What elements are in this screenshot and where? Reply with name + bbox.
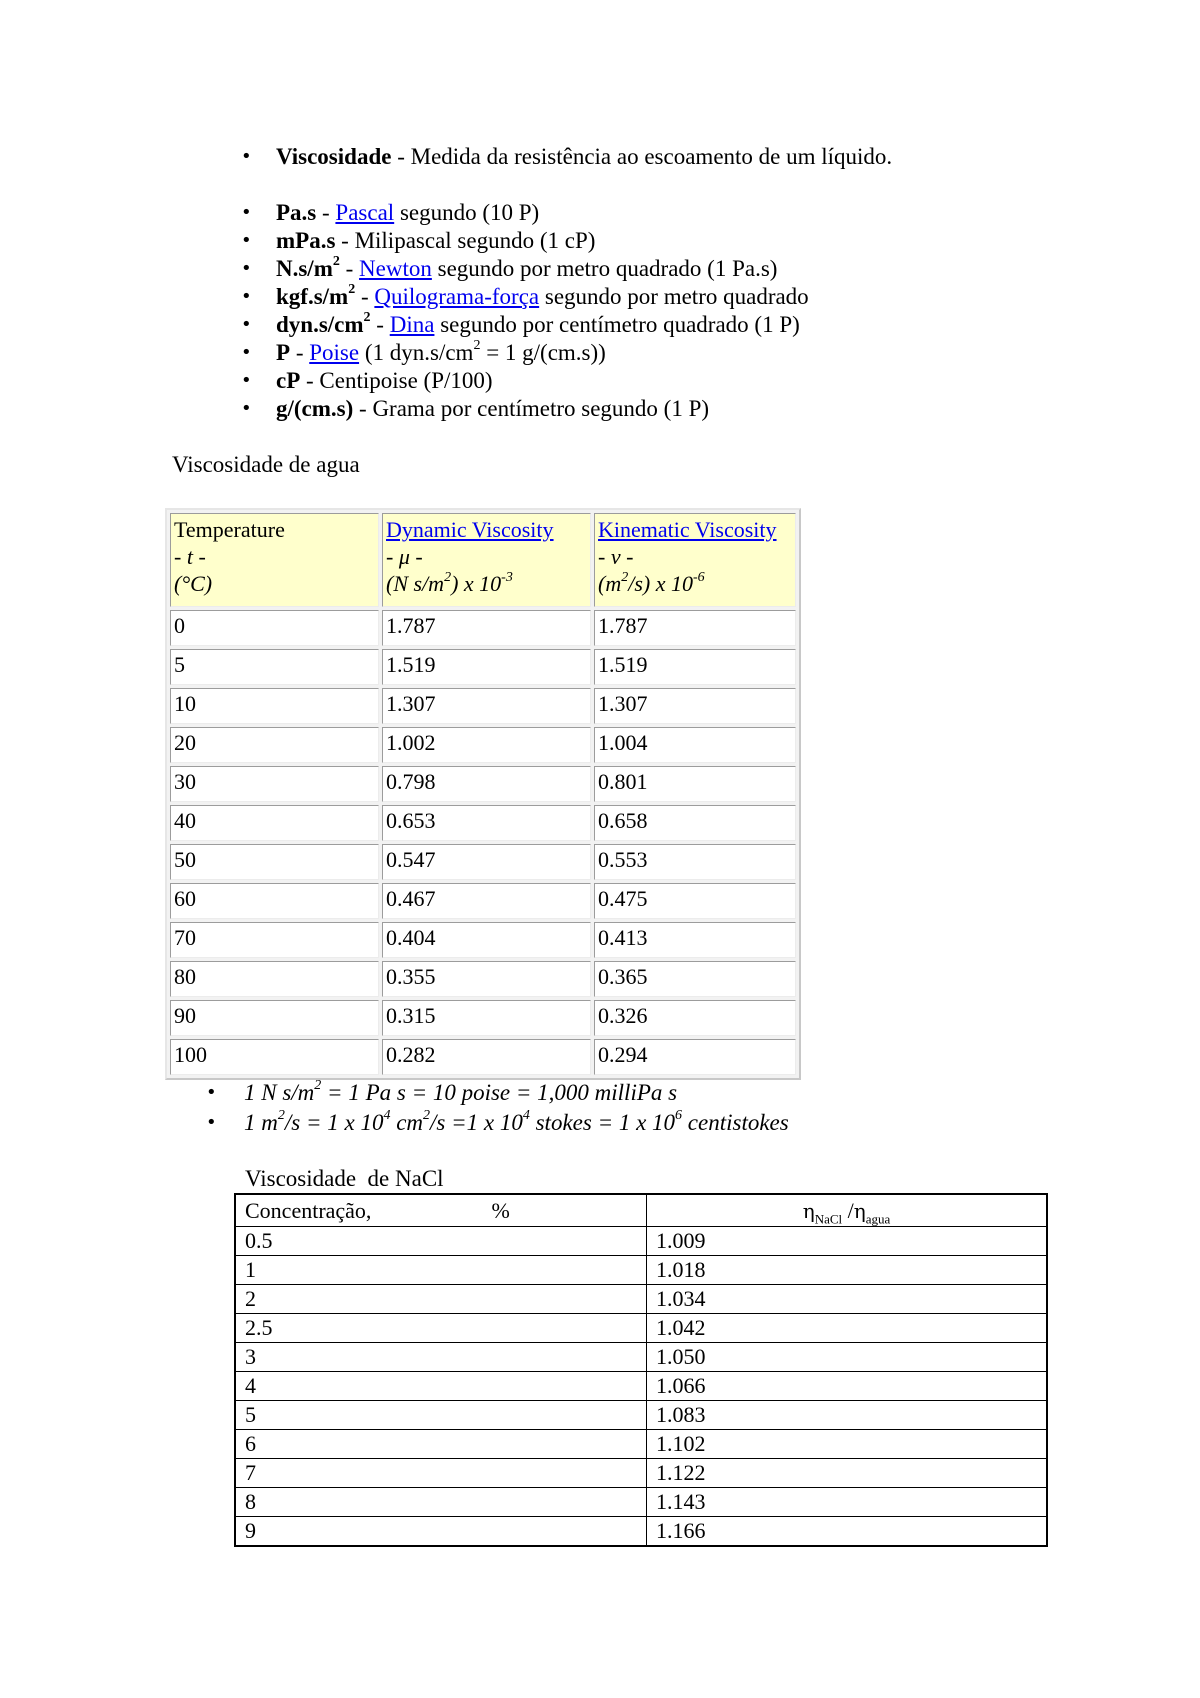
conversion-item-1: • 1 N $s/m^2 = 1$ Pa s = 10 poise = 1,000 milliPa s (206, 1078, 789, 1108)
table-row (235, 1314, 1047, 1343)
table-row (235, 1372, 1047, 1401)
header-concentration: Concentração, % (235, 1194, 647, 1227)
table-row (170, 1039, 796, 1075)
table-row (235, 1488, 1047, 1517)
cell-temperature: 60 (170, 883, 379, 919)
water-viscosity-table (165, 508, 801, 1080)
header-temperature: Temperature - t - (°C) (170, 513, 379, 607)
cell-ratio: 1.042 (647, 1314, 1048, 1343)
cell-kinematic: 1.787 (594, 610, 796, 646)
table-row (170, 1000, 796, 1036)
cell-dynamic: 1.519 (382, 649, 591, 685)
cell-concentration: 2 (235, 1285, 647, 1314)
unit-item: • $dyn.s/cm^2$ - Dina segundo por centímetro quadrado (1 P) (241, 311, 809, 339)
cell-temperature: 10 (170, 688, 379, 724)
cell-kinematic: 0.294 (594, 1039, 796, 1075)
cell-dynamic: 1.002 (382, 727, 591, 763)
unit-link[interactable]: Newton (359, 256, 432, 281)
cell-concentration: 1 (235, 1256, 647, 1285)
cell-dynamic: 1.787 (382, 610, 591, 646)
cell-concentration: 5 (235, 1401, 647, 1430)
cell-concentration: 7 (235, 1459, 647, 1488)
units-list (241, 199, 809, 423)
table-row (170, 805, 796, 841)
unit-item: • mPa.s - Milipascal segundo (1 cP) (241, 227, 809, 255)
unit-item: • g/(cm.s) - Grama por centímetro segundo (1 P) (241, 395, 809, 423)
table-row (235, 1285, 1047, 1314)
table-row (170, 727, 796, 763)
cell-concentration: 3 (235, 1343, 647, 1372)
unit-link[interactable]: Dina (389, 312, 435, 337)
header-dynamic-viscosity: Dynamic Viscosity - μ - (N $s/m^2$) x $10^{-3}$ (382, 513, 591, 607)
cell-ratio: 1.050 (647, 1343, 1048, 1372)
cell-ratio: 1.166 (647, 1517, 1048, 1547)
cell-concentration: 8 (235, 1488, 647, 1517)
cell-kinematic: 0.365 (594, 961, 796, 997)
cell-concentration: 6 (235, 1430, 647, 1459)
unit-item: • cP - Centipoise (P/100) (241, 367, 809, 395)
cell-dynamic: 0.315 (382, 1000, 591, 1036)
conversion-item-2: • 1 $m^2/s = 1$ x $10^4$ $cm^2/s =1$ x $10^4$ stokes = 1 x $10^6$ centistokes (206, 1108, 789, 1138)
cell-temperature: 40 (170, 805, 379, 841)
cell-dynamic: 0.798 (382, 766, 591, 802)
header-viscosity-ratio: $\eta_{NaCl}$ $/\eta_{agua}$ (647, 1194, 1048, 1227)
unit-item: • P - Poise (1 $dyn.s/cm^2 = 1$ g/(cm.s)) (241, 339, 809, 367)
definition-text: - Medida da resistência ao escoamento de um líquido. (391, 144, 893, 169)
cell-dynamic: 1.307 (382, 688, 591, 724)
cell-concentration: 0.5 (235, 1227, 647, 1256)
table-row (170, 883, 796, 919)
nacl-viscosity-table (234, 1193, 1048, 1547)
cell-concentration: 9 (235, 1517, 647, 1547)
table-row (170, 844, 796, 880)
unit-link[interactable]: Quilograma-força (374, 284, 540, 309)
cell-dynamic: 0.355 (382, 961, 591, 997)
unit-link[interactable]: Poise (309, 340, 360, 365)
cell-ratio: 1.083 (647, 1401, 1048, 1430)
cell-dynamic: 0.547 (382, 844, 591, 880)
cell-temperature: 20 (170, 727, 379, 763)
cell-kinematic: 1.004 (594, 727, 796, 763)
unit-item: • Pa.s - Pascal segundo (10 P) (241, 199, 809, 227)
cell-ratio: 1.018 (647, 1256, 1048, 1285)
table-row (235, 1517, 1047, 1547)
unit-item: • $N.s/m^2$ - Newton segundo por metro quadrado (1 Pa.s) (241, 255, 809, 283)
cell-ratio: 1.034 (647, 1285, 1048, 1314)
dynamic-viscosity-link[interactable]: Dynamic Viscosity (386, 517, 554, 542)
cell-temperature: 0 (170, 610, 379, 646)
cell-dynamic: 0.467 (382, 883, 591, 919)
cell-temperature: 5 (170, 649, 379, 685)
cell-concentration: 2.5 (235, 1314, 647, 1343)
nacl-caption: Viscosidade de NaCl (245, 1166, 444, 1191)
cell-dynamic: 0.282 (382, 1039, 591, 1075)
cell-dynamic: 0.653 (382, 805, 591, 841)
table-row (235, 1401, 1047, 1430)
table-row (170, 649, 796, 685)
table-row (170, 766, 796, 802)
table-row (170, 922, 796, 958)
intro-list (241, 143, 892, 171)
cell-kinematic: 0.475 (594, 883, 796, 919)
table-row (235, 1459, 1047, 1488)
cell-ratio: 1.102 (647, 1430, 1048, 1459)
water-header-row (170, 513, 796, 607)
cell-ratio: 1.066 (647, 1372, 1048, 1401)
cell-kinematic: 1.519 (594, 649, 796, 685)
cell-kinematic: 0.553 (594, 844, 796, 880)
cell-ratio: 1.122 (647, 1459, 1048, 1488)
table-row (235, 1343, 1047, 1372)
cell-temperature: 70 (170, 922, 379, 958)
cell-kinematic: 0.326 (594, 1000, 796, 1036)
table-row (235, 1227, 1047, 1256)
cell-ratio: 1.009 (647, 1227, 1048, 1256)
kinematic-viscosity-link[interactable]: Kinematic Viscosity (598, 517, 777, 542)
cell-temperature: 80 (170, 961, 379, 997)
cell-temperature: 30 (170, 766, 379, 802)
cell-temperature: 100 (170, 1039, 379, 1075)
cell-kinematic: 0.413 (594, 922, 796, 958)
unit-link[interactable]: Pascal (335, 200, 395, 225)
intro-item (241, 143, 892, 171)
cell-dynamic: 0.404 (382, 922, 591, 958)
cell-kinematic: 0.801 (594, 766, 796, 802)
table-row (170, 961, 796, 997)
table-row (235, 1256, 1047, 1285)
conversion-list (206, 1078, 789, 1138)
cell-kinematic: 1.307 (594, 688, 796, 724)
table-row (170, 610, 796, 646)
cell-ratio: 1.143 (647, 1488, 1048, 1517)
unit-item: • $kgf.s/m^2$ - Quilograma-força segundo por metro quadrado (241, 283, 809, 311)
term-viscosidade: Viscosidade (276, 144, 392, 169)
nacl-header-row (235, 1194, 1047, 1227)
cell-temperature: 50 (170, 844, 379, 880)
water-caption: Viscosidade de agua (172, 452, 360, 477)
table-row (170, 688, 796, 724)
table-row (235, 1430, 1047, 1459)
cell-temperature: 90 (170, 1000, 379, 1036)
cell-kinematic: 0.658 (594, 805, 796, 841)
cell-concentration: 4 (235, 1372, 647, 1401)
header-kinematic-viscosity: Kinematic Viscosity - ν - $(m^2/s)$ x $10^{-6}$ (594, 513, 796, 607)
